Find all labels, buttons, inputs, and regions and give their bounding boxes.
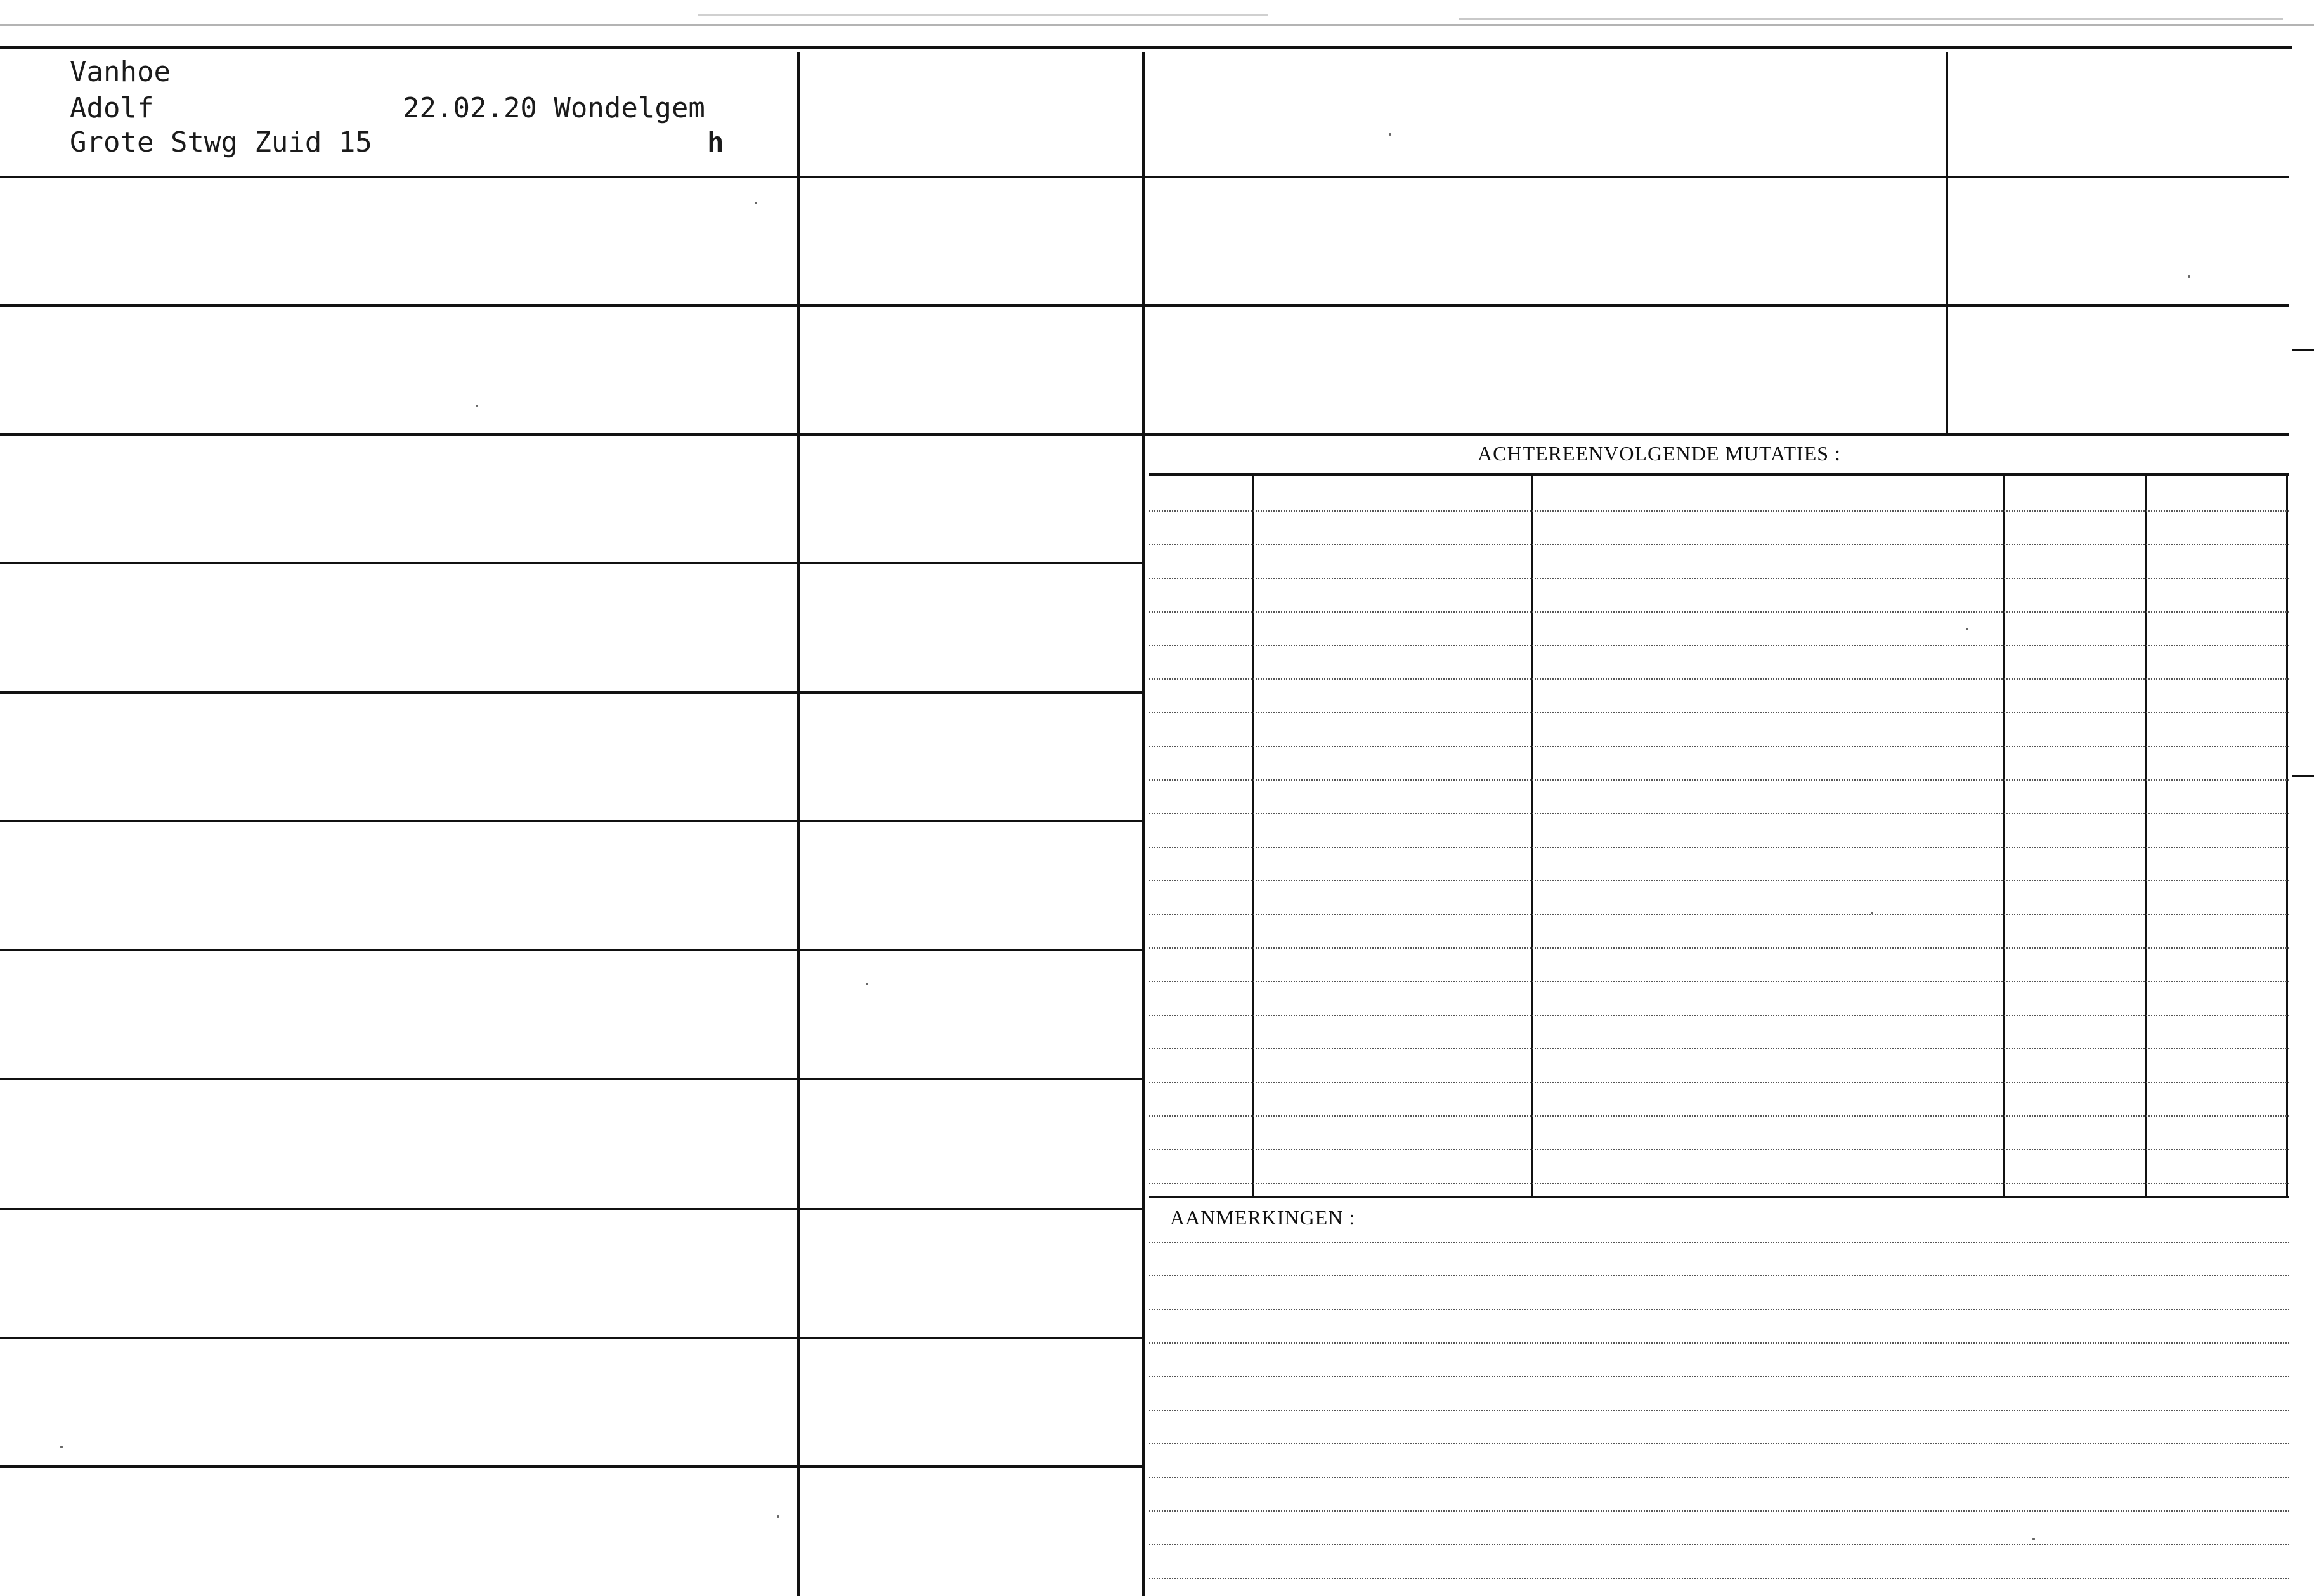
mutations-dotted-line [1149, 1183, 2289, 1184]
mutations-dotted-line [1149, 847, 2289, 848]
margin-tick [2292, 775, 2314, 777]
scan-edge [698, 14, 1268, 16]
mutations-dotted-line [1149, 1115, 2289, 1117]
scan-speck [755, 202, 757, 204]
mutations-dotted-line [1149, 779, 2289, 781]
mutations-dotted-line [1149, 1048, 2289, 1049]
row-rule [1145, 304, 2289, 307]
remarks-heading: AANMERKINGEN : [1170, 1206, 1356, 1229]
mutations-dotted-line [1149, 746, 2289, 747]
scan-speck [866, 983, 868, 985]
remarks-dotted-line [1149, 1578, 2289, 1579]
remarks-dotted-line [1149, 1510, 2289, 1512]
remarks-dotted-line [1149, 1544, 2289, 1545]
mutations-dotted-line [1149, 544, 2289, 545]
remarks-dotted-line [1149, 1376, 2289, 1377]
column-divider [797, 52, 800, 1596]
address: Grote Stwg Zuid 15 [70, 126, 372, 159]
row-rule [1145, 433, 2289, 436]
mutations-dotted-line [1149, 578, 2289, 579]
row-rule [0, 820, 1142, 822]
mutations-dotted-line [1149, 1149, 2289, 1150]
mark: h [707, 126, 724, 159]
mutations-dotted-line [1149, 712, 2289, 713]
mutations-dotted-line [1149, 645, 2289, 646]
surname: Vanhoe [70, 56, 171, 88]
mutations-column-rule [1531, 476, 1533, 1196]
mutations-dotted-line [1149, 813, 2289, 814]
column-divider [1946, 52, 1948, 436]
scan-speck [1389, 133, 1391, 136]
scan-speck [60, 1446, 63, 1448]
row-rule [0, 1208, 1142, 1210]
mutations-column-rule [2003, 476, 2005, 1196]
margin-tick [2292, 349, 2314, 351]
mutations-heading: ACHTEREENVOLGENDE MUTATIES : [1478, 442, 1841, 465]
mutations-top-rule [1149, 473, 2289, 476]
scan-speck [2188, 275, 2190, 278]
row-rule [0, 1078, 1142, 1080]
row-rule [0, 562, 1142, 564]
row-rule [1145, 176, 2289, 178]
first-name: Adolf [70, 92, 154, 124]
remarks-dotted-line [1149, 1410, 2289, 1411]
mutations-dotted-line [1149, 947, 2289, 949]
mutations-column-rule [2145, 476, 2147, 1196]
top-border [0, 46, 2292, 49]
mutations-dotted-line [1149, 914, 2289, 915]
mutations-dotted-line [1149, 880, 2289, 881]
mutations-dotted-line [1149, 678, 2289, 680]
mutations-dotted-line [1149, 1015, 2289, 1016]
remarks-dotted-line [1149, 1309, 2289, 1310]
row-rule [0, 176, 1142, 178]
mutations-dotted-line [1149, 1082, 2289, 1083]
remarks-dotted-line [1149, 1477, 2289, 1478]
row-rule [0, 433, 1142, 436]
scan-speck [2032, 1538, 2035, 1540]
mutations-dotted-line [1149, 981, 2289, 982]
scan-edge [1459, 18, 2283, 20]
mutations-dotted-line [1149, 510, 2289, 512]
mutations-dotted-line [1149, 611, 2289, 613]
remarks-dotted-line [1149, 1275, 2289, 1276]
column-divider [1142, 52, 1145, 1596]
scan-speck [1871, 912, 1873, 914]
row-rule [0, 949, 1142, 951]
scan-edge [0, 24, 2314, 26]
remarks-dotted-line [1149, 1342, 2289, 1344]
remarks-dotted-line [1149, 1443, 2289, 1444]
mutations-column-rule [2286, 476, 2288, 1196]
row-rule [0, 691, 1142, 694]
remarks-dotted-line [1149, 1242, 2289, 1243]
row-rule [0, 304, 1142, 307]
row-rule [0, 1465, 1142, 1468]
scan-speck [1966, 628, 1968, 630]
birth-date-place: 22.02.20 Wondelgem [403, 92, 705, 124]
scan-speck [777, 1515, 779, 1518]
mutations-column-rule [1252, 476, 1254, 1196]
row-rule [0, 1337, 1142, 1339]
scan-speck [476, 405, 478, 407]
mutations-bottom-rule [1149, 1196, 2289, 1198]
